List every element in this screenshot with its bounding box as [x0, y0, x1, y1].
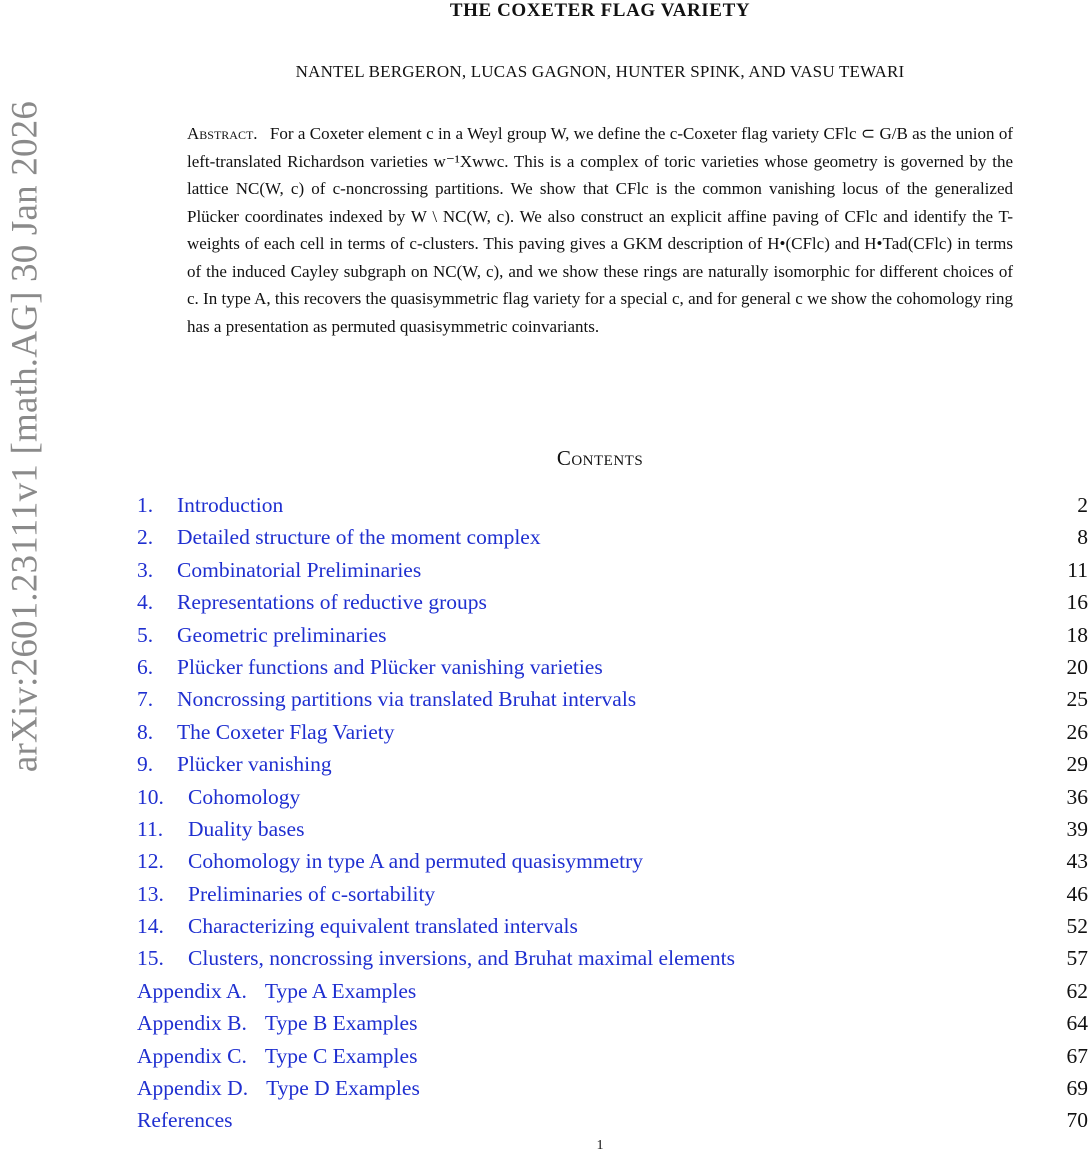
toc-number[interactable]: Appendix D. [137, 1076, 248, 1100]
toc-number[interactable]: Appendix C. [137, 1044, 247, 1068]
toc-page: 64 [1067, 1007, 1088, 1039]
toc-page: 20 [1067, 651, 1088, 683]
toc-label[interactable]: Cohomology in type A and permuted quasisymmetry [188, 845, 643, 877]
toc-page: 36 [1067, 781, 1088, 813]
toc-label[interactable]: Clusters, noncrossing inversions, and Bruhat maximal elements [188, 942, 735, 974]
toc-label[interactable]: Cohomology [188, 781, 300, 813]
abstract-label: Abstract. [187, 124, 258, 143]
toc-label[interactable]: Duality bases [188, 813, 304, 845]
toc-label[interactable]: Plücker vanishing [177, 748, 332, 780]
toc-entry[interactable] [137, 619, 1088, 651]
toc-label[interactable]: The Coxeter Flag Variety [177, 716, 395, 748]
toc-number[interactable]: 11. [137, 813, 163, 845]
contents-heading: Contents [0, 446, 1088, 471]
toc-page: 18 [1067, 619, 1088, 651]
toc-entry[interactable] [137, 910, 1088, 942]
toc-entry[interactable] [137, 1007, 1088, 1039]
toc-number[interactable]: 6. [137, 651, 153, 683]
toc-label[interactable]: Introduction [177, 489, 283, 521]
page-number: 1 [0, 1138, 1088, 1154]
toc-entry[interactable] [137, 845, 1088, 877]
toc-page: 11 [1067, 554, 1088, 586]
toc-label[interactable]: Geometric preliminaries [177, 619, 387, 651]
toc-entry[interactable] [137, 716, 1088, 748]
toc-entry[interactable] [137, 781, 1088, 813]
toc-label[interactable]: Type B Examples [265, 1011, 418, 1035]
toc-number[interactable]: 4. [137, 586, 153, 618]
toc-entry[interactable] [137, 489, 1088, 521]
toc-label[interactable]: Type A Examples [265, 979, 416, 1003]
toc-page: 8 [1077, 521, 1088, 553]
toc-page: 26 [1067, 716, 1088, 748]
toc-number[interactable]: 14. [137, 910, 164, 942]
toc-page: 43 [1067, 845, 1088, 877]
toc-entry[interactable] [137, 878, 1088, 910]
toc-page: 69 [1067, 1072, 1088, 1104]
table-of-contents [137, 489, 1088, 1137]
toc-label[interactable]: Plücker functions and Plücker vanishing varieties [177, 651, 603, 683]
toc-label[interactable]: Type D Examples [266, 1076, 420, 1100]
toc-entry-references[interactable] [137, 1104, 1088, 1136]
toc-entry[interactable] [137, 586, 1088, 618]
toc-entry[interactable] [137, 975, 1088, 1007]
toc-number[interactable]: 1. [137, 489, 153, 521]
toc-label[interactable]: Type C Examples [265, 1044, 418, 1068]
toc-entry[interactable] [137, 1072, 1088, 1104]
toc-number[interactable]: 13. [137, 878, 164, 910]
abstract [187, 120, 1013, 340]
toc-number[interactable]: 9. [137, 748, 153, 780]
toc-number[interactable]: 15. [137, 942, 164, 974]
toc-entry[interactable] [137, 651, 1088, 683]
toc-entry[interactable] [137, 1040, 1088, 1072]
toc-page: 67 [1067, 1040, 1088, 1072]
toc-page: 25 [1067, 683, 1088, 715]
toc-entry[interactable] [137, 554, 1088, 586]
toc-page: 57 [1067, 942, 1088, 974]
toc-page: 29 [1067, 748, 1088, 780]
toc-page: 2 [1077, 489, 1088, 521]
toc-label[interactable]: Characterizing equivalent translated intervals [188, 910, 578, 942]
toc-label[interactable]: Combinatorial Preliminaries [177, 554, 421, 586]
toc-label[interactable]: Representations of reductive groups [177, 586, 487, 618]
toc-number[interactable]: Appendix B. [137, 1011, 247, 1035]
toc-number[interactable]: 7. [137, 683, 153, 715]
toc-entry[interactable] [137, 748, 1088, 780]
toc-page: 70 [1067, 1104, 1088, 1136]
toc-page: 62 [1067, 975, 1088, 1007]
abstract-text: For a Coxeter element c in a Weyl group W, we define the c-Coxeter flag variety CFlc ⊂ G/B as the union of left-translated Richardson varieties w⁻¹Xwwc. This is a complex of toric varieties whose geometry is governed by the lattice NC(W, c) of c-noncrossing partitions. We show that CFlc is the common vanishing locus of the generalized Plücker coordinates indexed by W \ NC(W, c). We also construct an explicit affine paving of CFlc and identify the T-weights of each cell in terms of c-clusters. This paving gives a GKM description of H•(CFlc) and H•Tad(CFlc) in terms of the induced Cayley subgraph on NC(W, c), and we show these rings are naturally isomorphic for different choices of c. In type A, this recovers the quasisymmetric flag variety for a special c, and for general c we show the cohomology ring has a presentation as permuted quasisymmetric coinvariants. [187, 124, 1013, 336]
arxiv-stamp [0, 0, 46, 880]
toc-number[interactable]: 10. [137, 781, 164, 813]
toc-number[interactable]: 2. [137, 521, 153, 553]
toc-label[interactable]: Preliminaries of c-sortability [188, 878, 435, 910]
toc-page: 46 [1067, 878, 1088, 910]
arxiv-stamp-text: arXiv:2601.23111v1 [math.AG] 30 Jan 2026 [4, 2, 47, 872]
toc-entry[interactable] [137, 521, 1088, 553]
toc-number[interactable]: 8. [137, 716, 153, 748]
toc-label[interactable]: Detailed structure of the moment complex [177, 521, 541, 553]
toc-label[interactable]: References [137, 1108, 233, 1132]
toc-number[interactable]: Appendix A. [137, 979, 247, 1003]
toc-entry[interactable] [137, 813, 1088, 845]
toc-number[interactable]: 5. [137, 619, 153, 651]
toc-entry[interactable] [137, 683, 1088, 715]
toc-number[interactable]: 12. [137, 845, 164, 877]
toc-number[interactable]: 3. [137, 554, 153, 586]
toc-label[interactable]: Noncrossing partitions via translated Bruhat intervals [177, 683, 636, 715]
toc-page: 52 [1067, 910, 1088, 942]
toc-page: 16 [1067, 586, 1088, 618]
paper-title: THE COXETER FLAG VARIETY [0, 0, 1088, 22]
toc-entry[interactable] [137, 942, 1088, 974]
paper-authors: NANTEL BERGERON, LUCAS GAGNON, HUNTER SPINK, AND VASU TEWARI [0, 62, 1088, 82]
toc-page: 39 [1067, 813, 1088, 845]
